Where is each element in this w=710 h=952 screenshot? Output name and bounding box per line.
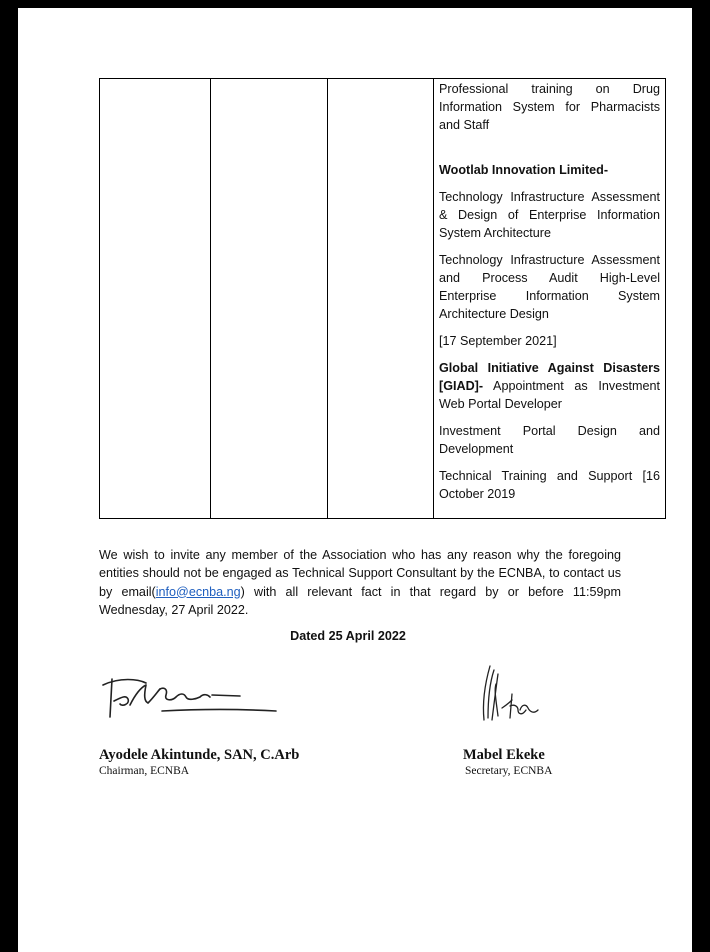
entry-wootlab-design: Technology Infrastructure Assessment & Design of Enterprise Information System Architecture <box>439 190 660 240</box>
entry-wootlab-audit: Technology Infrastructure Assessment and Process Audit High-Level Enterprise Information System Architecture Design <box>439 253 660 321</box>
table-cell-empty-3 <box>328 79 434 519</box>
secretary-signature <box>476 660 546 730</box>
table-row <box>100 79 666 519</box>
invitation-paragraph <box>99 546 621 619</box>
table-cell-empty-2 <box>211 79 328 519</box>
invitation-text-after: ) with all relevant fact in that regard by or before 11:59pm Wednesday, 27 April 2022. <box>99 584 621 617</box>
table-cell-engagements <box>434 79 666 519</box>
dated-line: Dated 25 April 2022 <box>290 629 406 643</box>
entry-giad <box>439 359 660 413</box>
chairman-name: Ayodele Akintunde, SAN, C.Arb <box>99 747 300 763</box>
entry-wootlab-date: [17 September 2021] <box>439 334 557 348</box>
secretary-name: Mabel Ekeke <box>463 747 545 763</box>
giad-name: Global Initiative Against Disasters [GIAD]- <box>439 361 660 393</box>
entry-drug-training: Professional training on Drug Information System for Pharmacists and Staff <box>439 82 660 132</box>
invitation-text-before: We wish to invite any member of the Association who has any reason why the foregoing entities should not be engaged as Technical Support Consultant by the ECNBA, to contact us by email( <box>99 548 621 599</box>
entities-table <box>99 78 666 519</box>
entry-training-support: Technical Training and Support [16 October 2019 <box>439 469 660 501</box>
left-border-bar <box>0 0 18 952</box>
giad-appointment: Appointment as Investment Web Portal Developer <box>439 379 660 411</box>
entry-portal-design: Investment Portal Design and Development <box>439 424 660 456</box>
chairman-role: Chairman, ECNBA <box>99 765 190 777</box>
table-cell-empty-1 <box>100 79 211 519</box>
chairman-signature <box>100 671 280 721</box>
secretary-role: Secretary, ECNBA <box>465 765 553 777</box>
entry-wootlab-heading: Wootlab Innovation Limited- <box>439 163 609 177</box>
top-border-bar <box>0 0 710 8</box>
right-border-bar <box>692 0 710 952</box>
email-link[interactable]: info@ecnba.ng <box>155 584 241 599</box>
